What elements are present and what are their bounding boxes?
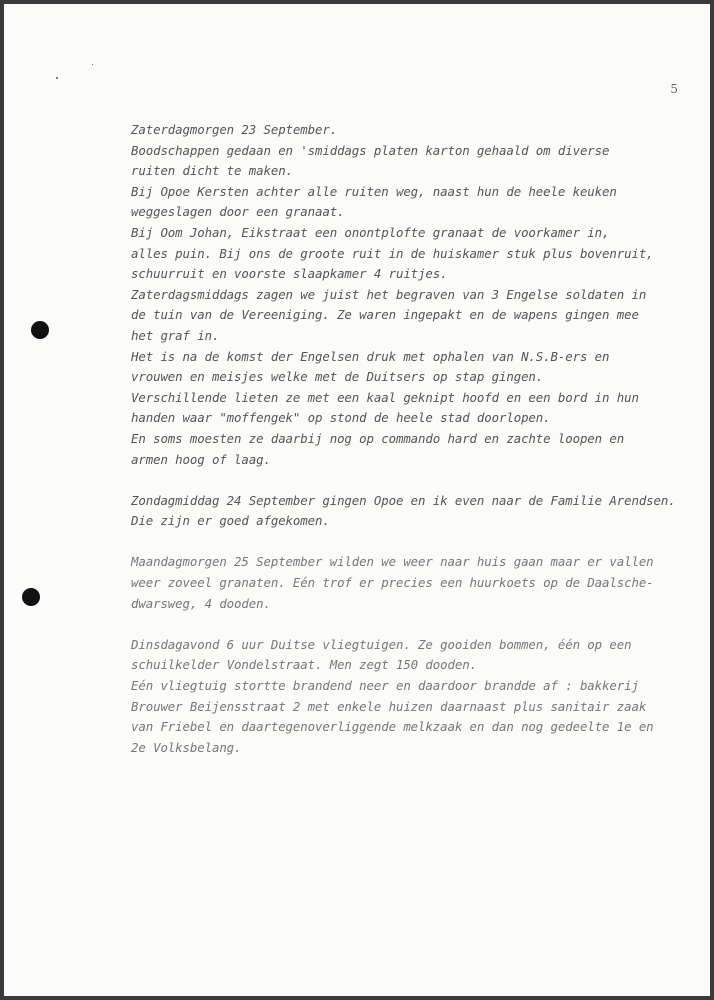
text-line: het graf in. [131,327,220,343]
paragraph-gap [131,470,671,491]
text-line: Dinsdagavond 6 uur Duitse vliegtuigen. Ze gooiden bommen, één op een [131,636,632,652]
punch-hole [22,588,40,606]
text-line: Zaterdagsmiddags zagen we juist het begraven van 3 Engelse soldaten in [131,286,647,302]
paper-speck [92,64,93,65]
text-line: Bij Oom Johan, Eikstraat een onontplofte granaat de voorkamer in, [131,224,610,240]
text-line: schuurruit en voorste slaapkamer 4 ruitjes. [131,266,448,282]
paragraph [131,491,676,532]
text-line: weer zoveel granaten. Eén trof er precies een huurkoets op de Daalsche- [131,575,654,591]
text-line: Verschillende lieten ze met een kaal geknipt hoofd en een bord in hun [131,389,639,405]
text-line: En soms moesten ze daarbij nog op commando hard en zachte loopen en [131,430,625,446]
paragraph [131,635,671,759]
typed-text-body [131,120,676,758]
text-line: ruiten dicht te maken. [131,163,293,179]
text-line: Brouwer Beijensstraat 2 met enkele huizen daarnaast plus sanitair zaak [131,698,647,714]
text-line: van Friebel en daartegenoverliggende melkzaak en dan nog gedeelte 1e en [131,719,654,735]
text-line: armen hoog of laag. [131,451,271,467]
text-line: Boodschappen gedaan en 'smiddags platen karton gehaald om diverse [131,142,610,158]
paper-speck [56,77,58,79]
text-line: Het is na de komst der Engelsen druk met ophalen van N.S.B-ers en [131,348,610,364]
paragraph-gap [131,532,671,553]
text-line: Maandagmorgen 25 September wilden we weer naar huis gaan maar er vallen [131,554,654,570]
paragraph-gap [131,614,671,635]
page-number: 5 [670,82,678,96]
text-line: schuilkelder Vondelstraat. Men zegt 150 dooden. [131,657,477,673]
text-line: alles puin. Bij ons de groote ruit in de huiskamer stuk plus bovenruit, [131,245,654,261]
text-line: de tuin van de Vereeniging. Ze waren ingepakt en de wapens gingen mee [131,307,639,323]
paragraph [131,552,671,614]
text-line: weggeslagen door een granaat. [131,204,345,220]
text-line: Bij Opoe Kersten achter alle ruiten weg, naast hun de heele keuken [131,183,617,199]
text-line: Zondagmiddag 24 September gingen Opoe en ik even naar de Familie Arendsen. [131,492,676,508]
text-line: Zaterdagmorgen 23 September. [131,122,338,137]
text-line: Eén vliegtuig stortte brandend neer en daardoor brandde af : bakkerij [131,678,639,694]
text-line: 2e Volksbelang. [131,739,242,755]
punch-hole [31,321,49,339]
text-line: dwarsweg, 4 dooden. [131,595,271,611]
text-line: vrouwen en meisjes welke met de Duitsers op stap gingen. [131,369,544,385]
paragraph [131,120,671,470]
text-line: handen waar "moffengek" op stond de heele stad doorlopen. [131,410,551,426]
text-line: Die zijn er goed afgekomen. [131,513,330,529]
